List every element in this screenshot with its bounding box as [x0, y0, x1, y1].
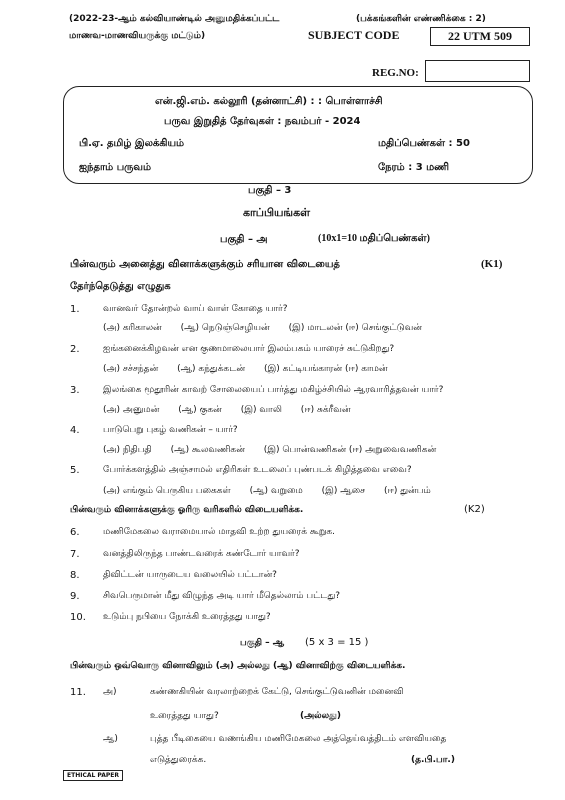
question-text: புத்த பீடிகையை வணங்கிய மணிமேகலை அத்தெய்வத்திடம் எளவியதை [150, 734, 447, 744]
option-label: அ) [103, 687, 117, 697]
question-text: கண்ணகியின் வரலாற்றைக் கேட்டு, செங்குட்டுவனின் மனைவி [150, 687, 404, 697]
option: (ஆ) வறுமை [249, 486, 303, 496]
top-line-2: மாணவ-மாணவியருக்கு மட்டும்) [69, 31, 206, 41]
page-count: (பக்கங்களின் எண்ணிக்கை : 2) [356, 14, 486, 24]
question-number: 7. [70, 549, 80, 560]
college-name: என்.ஜி.எம். கல்லூரி (தன்னாட்சி) : : பொள்ளாச்சி [155, 96, 383, 107]
question-text: உடும்பு நபியை நோக்கி உரைத்தது யாது? [103, 612, 271, 622]
question-text: திவிட்டன் யாருடைய வலையில் பட்டான்? [103, 570, 277, 580]
question-text: பாடுபெறு புகழ் வணிகன் – யார்? [103, 425, 238, 435]
question-number: 5. [70, 465, 80, 476]
question-text: மணிமேகலை வராமையால் மாதவி உற்ற துயரைக் கூறுக. [103, 527, 335, 537]
section-a-heading: பகுதி – அ [220, 234, 268, 245]
or-separator: (அல்லது) [300, 711, 341, 721]
option-label: ஆ) [103, 734, 118, 744]
exam-time: நேரம் : 3 மணி [378, 162, 450, 173]
option: (ஆ) கந்துக்கடன் [177, 364, 246, 374]
paper-part: பகுதி – 3 [248, 185, 292, 196]
degree: பி.ஏ. தமிழ் இலக்கியம் [79, 138, 185, 149]
subject-code-label: SUBJECT CODE [308, 28, 400, 42]
question-text: ஐங்கனைக்கிழவன் என குணமாலையார் இலம்பகம் யாரைச் சுட்டுகிறது? [103, 344, 395, 354]
exam-title: பருவ இறுதித் தேர்வுகள் : நவம்பர் - 2024 [164, 116, 361, 127]
option: (இ) கட்டியங்காரன் (ஈ) காமன் [263, 364, 388, 374]
question-number: 8. [70, 570, 80, 581]
option: (ஆ) குகன் [178, 405, 222, 415]
question-text: வானவர் தோன்றல் வாய் வாள் கோதை யார்? [103, 304, 288, 314]
question-number: 3. [70, 385, 80, 396]
option: (ஆ) கூலவணிகன் [170, 445, 245, 455]
question-tag: (த.பி.பா.) [411, 755, 455, 765]
section-a-instruction-2: தேர்ந்தெடுத்து எழுதுக [70, 281, 171, 292]
question-number: 11. [70, 687, 86, 698]
option: (இ) வாலி [240, 405, 282, 415]
section-b-heading: பகுதி – ஆ [240, 638, 285, 648]
option: (இ) ஆசை [321, 486, 366, 496]
question-text: சிவபெருமான் மீது விழுந்த அடி யார் மீதெல்லாம் பட்டது? [103, 591, 341, 601]
question-text: உரைத்தது யாது? [150, 711, 219, 721]
option: (ஆ) நெடுஞ்செழியன் [180, 323, 270, 333]
section-a-marks: (10x1=10 மதிப்பெண்கள்) [318, 233, 430, 244]
semester: ஐந்தாம் பருவம் [79, 162, 152, 173]
short-answer-instruction: பின்வரும் வினாக்களுக்கு ஓரிரு வரிகளில் விடையளிக்க. [70, 505, 304, 515]
question-number: 1. [70, 304, 80, 315]
regno-box[interactable] [425, 60, 530, 82]
question-text: எடுத்துரைக்க. [150, 755, 207, 765]
option: (அ) நிதிபதி [103, 445, 152, 455]
question-options [103, 445, 452, 456]
question-number: 9. [70, 591, 80, 602]
regno-label: REG.NO: [372, 67, 419, 79]
paper-title: காப்பியங்கள் [243, 206, 311, 219]
option: (அ) எங்கும் பெருகிய பகைகள் [103, 486, 231, 496]
subject-code: 22 UTM 509 [430, 27, 530, 46]
section-a-k-level: (K1) [481, 258, 503, 270]
question-options [103, 364, 404, 375]
question-options [103, 486, 447, 497]
option: (ஈ) சுக்ரீவன் [300, 405, 351, 415]
option: (அ) கரிகாலன் [103, 323, 162, 333]
question-number: 6. [70, 527, 80, 538]
question-number: 2. [70, 344, 80, 355]
section-b-instruction: பின்வரும் ஒவ்வொரு வினாவிலும் (அ) அல்லது (ஆ) வினாவிற்கு விடையளிக்க. [70, 661, 406, 671]
question-number: 4. [70, 425, 80, 436]
option: (ஈ) துன்பம் [384, 486, 431, 496]
section-a-instruction-1: பின்வரும் அனைத்து வினாக்களுக்கும் சரியான விடையைத் [70, 259, 340, 270]
short-answer-k-level: (K2) [464, 504, 485, 515]
option: (இ) மாடலன் (ஈ) செங்குட்டுவன் [288, 323, 422, 333]
max-marks: மதிப்பெண்கள் : 50 [378, 138, 470, 149]
option: (இ) பொன்வணிகன் (ஈ) அறுவைவணிகன் [263, 445, 437, 455]
section-b-marks: (5 x 3 = 15 ) [305, 637, 369, 648]
option: (அ) அனுமன் [103, 405, 160, 415]
question-number: 10. [70, 612, 86, 623]
question-text: வனத்திலிருந்த பாண்டவரைக் கண்டோர் யாவர்? [103, 549, 300, 559]
option: (அ) சச்சந்தன் [103, 364, 159, 374]
question-text: போர்க்களத்தில் அஞ்சாமல் எதிரிகள் உடலைப் புண்படக் கிழித்தவை எவை? [103, 465, 412, 475]
question-options [103, 405, 367, 416]
top-line-1: (2022-23-ஆம் கல்வியாண்டில் அனுமதிக்கப்பட்ட [69, 14, 280, 24]
ethical-paper-stamp: ETHICAL PAPER [63, 770, 123, 781]
question-options [103, 323, 438, 334]
question-text: இலங்கை மூதூரின் காவற் சோலையைப் பார்த்து மகிழ்ச்சியில் ஆரவாரித்தவன் யார்? [103, 385, 444, 395]
